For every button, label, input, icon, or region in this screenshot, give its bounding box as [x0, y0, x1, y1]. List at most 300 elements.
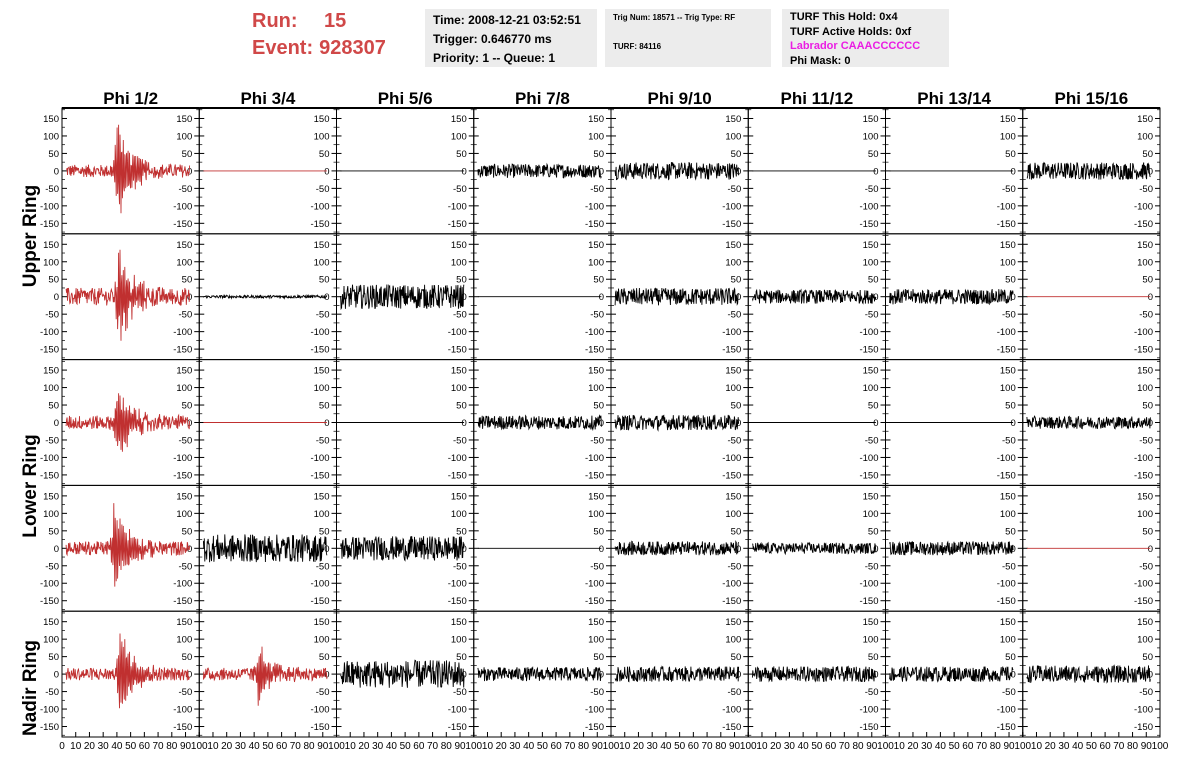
y-tick-label: 0: [324, 292, 330, 304]
x-tick-label: 100: [465, 741, 483, 752]
y-tick-label: 50: [48, 526, 59, 538]
x-tick-label: 80: [166, 741, 178, 752]
y-tick-label: 150: [176, 365, 193, 377]
y-tick-label: 100: [313, 383, 330, 395]
y-tick-label: 150: [313, 617, 330, 629]
waveform-trace: [66, 634, 193, 709]
y-tick-label: -50: [315, 183, 330, 195]
y-tick-label: 100: [176, 634, 193, 646]
x-tick-label: 30: [372, 741, 384, 752]
y-tick-label: 100: [588, 131, 604, 143]
y-tick-label: -100: [173, 327, 193, 339]
y-tick-label: -150: [173, 344, 193, 356]
x-tick-label: 30: [646, 741, 658, 752]
y-tick-label: 150: [450, 239, 467, 251]
y-tick-label: 0: [186, 166, 193, 178]
y-tick-label: 0: [1010, 418, 1016, 429]
column-title: Phi 15/16: [1054, 89, 1129, 108]
y-tick-label: -150: [722, 596, 742, 608]
y-tick-label: -150: [996, 722, 1016, 734]
y-tick-label: 150: [725, 617, 742, 629]
y-tick-label: 50: [318, 400, 330, 412]
x-tick-label: 70: [289, 741, 301, 752]
y-tick-label: 100: [862, 383, 879, 395]
waveform-trace: [1027, 416, 1151, 429]
y-tick-label: -100: [1133, 704, 1153, 716]
time-line: Time: 2008-12-21 03:52:51: [433, 13, 581, 27]
x-tick-label: 30: [509, 741, 521, 752]
y-tick-label: 0: [461, 543, 467, 555]
waveform-trace: [615, 666, 742, 681]
waveform-trace: [66, 393, 193, 452]
y-tick-label: 50: [181, 274, 193, 286]
x-tick-label: 10: [1030, 741, 1043, 752]
y-tick-label: 0: [461, 418, 467, 429]
y-tick-label: -150: [447, 218, 467, 230]
y-tick-label: -100: [996, 578, 1016, 590]
y-tick-label: 100: [862, 508, 879, 520]
y-tick-label: -100: [39, 578, 59, 590]
x-tick-label: 70: [1113, 741, 1125, 752]
y-tick-label: 100: [43, 257, 59, 269]
x-tick-label: 10: [70, 741, 82, 752]
y-tick-label: 0: [186, 292, 193, 304]
y-tick-label: 0: [324, 669, 330, 681]
y-tick-label: -150: [996, 218, 1016, 230]
x-tick-label: 80: [715, 741, 727, 752]
y-tick-label: 100: [999, 634, 1016, 646]
y-tick-label: 0: [53, 543, 59, 555]
x-tick-label: 30: [1058, 741, 1070, 752]
waveform-trace: [203, 534, 330, 562]
y-tick-label: 150: [176, 239, 193, 251]
y-tick-label: 50: [867, 526, 879, 538]
x-tick-label: 100: [328, 741, 345, 752]
y-tick-label: -150: [310, 344, 330, 356]
column-title: Phi 5/6: [377, 89, 433, 108]
y-tick-label: -100: [1133, 327, 1153, 339]
run-label: Run:: [252, 10, 298, 32]
waveform-trace: [478, 416, 602, 430]
y-tick-label: 50: [181, 526, 193, 538]
y-tick-label: 150: [588, 113, 604, 125]
y-tick-label: 0: [735, 418, 742, 429]
y-tick-label: 100: [1137, 508, 1153, 520]
y-tick-label: 0: [1010, 543, 1016, 555]
y-tick-label: -50: [453, 561, 467, 573]
y-tick-label: -50: [45, 687, 59, 699]
waveform-trace: [341, 660, 465, 688]
x-tick-label: 50: [811, 741, 823, 752]
y-tick-label: 50: [1142, 148, 1153, 160]
y-tick-label: -150: [39, 344, 59, 356]
y-tick-label: -50: [590, 183, 604, 195]
y-tick-label: 0: [324, 166, 330, 178]
y-tick-label: -100: [39, 327, 59, 339]
y-tick-label: 0: [1147, 669, 1153, 681]
y-tick-label: -50: [315, 687, 330, 699]
y-tick-label: -150: [173, 470, 193, 482]
y-tick-label: -100: [859, 327, 879, 339]
y-tick-label: -50: [590, 561, 604, 573]
x-tick-label: 100: [1014, 741, 1032, 752]
y-tick-label: 100: [862, 257, 879, 269]
y-tick-label: -50: [864, 309, 879, 321]
waveform-trace: [203, 647, 330, 706]
y-tick-label: 100: [725, 634, 742, 646]
y-tick-label: 150: [999, 365, 1016, 377]
y-tick-label: 0: [186, 418, 193, 429]
y-tick-label: 100: [725, 131, 742, 143]
waveform-trace: [66, 503, 193, 586]
y-tick-label: -100: [173, 578, 193, 590]
phi-mask-line: Phi Mask: 0: [790, 54, 851, 67]
priority-line: Priority: 1 -- Queue: 1: [433, 51, 556, 65]
y-tick-label: -100: [722, 452, 742, 464]
x-tick-label: 0: [59, 741, 65, 752]
y-tick-label: -100: [447, 452, 467, 464]
x-tick-label: 60: [413, 741, 425, 752]
y-tick-label: 0: [873, 418, 879, 429]
y-tick-label: -150: [859, 470, 879, 482]
y-tick-label: 50: [1005, 652, 1016, 664]
y-tick-label: 50: [318, 652, 330, 664]
y-tick-label: -50: [590, 309, 604, 321]
y-tick-label: 50: [1142, 526, 1153, 538]
y-tick-label: 0: [1147, 418, 1153, 429]
y-tick-label: 150: [999, 617, 1016, 629]
y-tick-label: 150: [725, 365, 742, 377]
y-tick-label: -50: [590, 435, 604, 447]
y-tick-label: -150: [859, 218, 879, 230]
y-tick-label: -100: [173, 704, 193, 716]
y-tick-label: -50: [727, 687, 742, 699]
y-tick-label: 150: [1137, 365, 1153, 377]
y-tick-label: 50: [730, 652, 742, 664]
column-title: Phi 13/14: [917, 89, 991, 108]
x-tick-label: 70: [152, 741, 164, 752]
y-tick-label: -150: [584, 596, 604, 608]
waveform-trace: [478, 667, 602, 681]
y-tick-label: 100: [999, 508, 1016, 520]
x-tick-label: 40: [111, 741, 123, 752]
y-tick-label: 150: [176, 617, 193, 629]
y-tick-label: 100: [313, 634, 330, 646]
event-label: Event:: [252, 37, 314, 59]
y-tick-label: -50: [453, 309, 467, 321]
x-tick-label: 10: [619, 741, 631, 752]
x-tick-label: 70: [701, 741, 713, 752]
y-tick-label: 150: [176, 491, 193, 503]
x-tick-label: 100: [739, 741, 757, 752]
y-tick-label: 100: [176, 131, 193, 143]
y-tick-label: -150: [859, 596, 879, 608]
y-tick-label: 100: [999, 131, 1016, 143]
x-tick-label: 40: [1072, 741, 1084, 752]
y-tick-label: -150: [584, 470, 604, 482]
x-tick-label: 80: [852, 741, 864, 752]
x-tick-label: 50: [948, 741, 960, 752]
y-tick-label: 100: [43, 383, 59, 395]
y-tick-label: 50: [318, 148, 330, 160]
y-tick-label: -50: [453, 183, 467, 195]
y-tick-label: -150: [39, 722, 59, 734]
y-tick-label: -150: [39, 218, 59, 230]
y-tick-label: 100: [313, 131, 330, 143]
y-tick-label: 100: [176, 383, 193, 395]
y-tick-label: -50: [315, 435, 330, 447]
y-tick-label: 50: [593, 652, 604, 664]
y-tick-label: 0: [873, 166, 879, 178]
y-tick-label: 50: [1142, 400, 1153, 412]
y-tick-label: -150: [173, 596, 193, 608]
y-tick-label: 100: [43, 508, 59, 520]
x-tick-label: 40: [385, 741, 397, 752]
y-tick-label: 150: [588, 491, 604, 503]
x-tick-label: 90: [1140, 741, 1152, 752]
x-tick-label: 90: [866, 741, 878, 752]
y-tick-label: -50: [315, 561, 330, 573]
y-tick-label: -100: [447, 578, 467, 590]
y-tick-label: 50: [867, 148, 879, 160]
y-tick-label: 150: [43, 365, 59, 377]
y-tick-label: 150: [43, 239, 59, 251]
y-tick-label: -50: [1002, 435, 1016, 447]
y-tick-label: -100: [310, 452, 330, 464]
x-tick-label: 40: [934, 741, 946, 752]
y-tick-label: 50: [1005, 274, 1016, 286]
waveform-trace: [66, 125, 193, 213]
y-tick-label: 50: [181, 400, 193, 412]
y-tick-label: -50: [178, 435, 193, 447]
y-tick-label: -150: [447, 722, 467, 734]
y-tick-label: -100: [996, 201, 1016, 213]
turf-hold-line: TURF This Hold: 0x4: [790, 11, 898, 23]
y-tick-label: 100: [725, 383, 742, 395]
y-tick-label: -100: [1133, 452, 1153, 464]
y-tick-label: -100: [722, 201, 742, 213]
x-tick-label: 60: [687, 741, 699, 752]
y-tick-label: -150: [310, 596, 330, 608]
y-tick-label: 100: [450, 257, 467, 269]
ring-label: Lower Ring: [20, 434, 41, 538]
y-tick-label: 0: [598, 292, 604, 304]
y-tick-label: 0: [735, 166, 742, 178]
y-tick-label: -100: [584, 201, 604, 213]
x-tick-label: 80: [989, 741, 1001, 752]
y-tick-label: -50: [1002, 309, 1016, 321]
waveform-trace: [752, 666, 879, 681]
y-tick-label: 100: [43, 131, 59, 143]
x-tick-label: 20: [770, 741, 782, 752]
y-tick-label: -50: [1002, 183, 1016, 195]
y-tick-label: -50: [864, 687, 879, 699]
x-tick-label: 10: [481, 741, 494, 752]
y-tick-label: 50: [48, 148, 59, 160]
y-tick-label: -50: [864, 183, 879, 195]
y-tick-label: -50: [45, 309, 59, 321]
y-tick-label: 0: [598, 669, 604, 681]
y-tick-label: 0: [53, 166, 59, 178]
y-tick-label: -100: [1133, 578, 1153, 590]
y-tick-label: 150: [862, 491, 879, 503]
column-title: Phi 7/8: [514, 89, 570, 108]
y-tick-label: 50: [318, 274, 330, 286]
y-tick-label: -50: [178, 183, 193, 195]
waveform-trace: [341, 536, 465, 560]
y-tick-label: 0: [53, 669, 59, 681]
y-tick-label: -100: [722, 704, 742, 716]
waveform-trace: [890, 541, 1014, 555]
y-tick-label: -150: [39, 470, 59, 482]
y-tick-label: 100: [450, 634, 467, 646]
y-tick-label: -50: [1139, 561, 1153, 573]
x-tick-label: 90: [591, 741, 603, 752]
y-tick-label: 50: [318, 526, 330, 538]
x-tick-label: 20: [495, 741, 507, 752]
y-tick-label: 150: [725, 491, 742, 503]
y-tick-label: 0: [598, 418, 604, 429]
y-tick-label: 100: [43, 634, 59, 646]
y-tick-label: 100: [862, 634, 879, 646]
y-tick-label: 0: [1010, 166, 1016, 178]
y-tick-label: -150: [447, 344, 467, 356]
y-tick-label: 150: [588, 239, 604, 251]
y-tick-label: -100: [584, 578, 604, 590]
x-tick-label: 10: [756, 741, 768, 752]
x-tick-label: 60: [962, 741, 974, 752]
y-tick-label: 50: [730, 274, 742, 286]
y-tick-label: -100: [722, 578, 742, 590]
y-tick-label: 50: [730, 400, 742, 412]
x-tick-label: 50: [1085, 741, 1097, 752]
y-tick-label: 150: [999, 239, 1016, 251]
y-tick-label: 0: [1147, 166, 1153, 178]
y-tick-label: 150: [313, 113, 330, 125]
y-tick-label: 50: [867, 652, 879, 664]
y-tick-label: -50: [590, 687, 604, 699]
y-tick-label: 150: [1137, 113, 1153, 125]
y-tick-label: -150: [584, 218, 604, 230]
y-tick-label: -100: [584, 704, 604, 716]
x-tick-label: 50: [674, 741, 686, 752]
y-tick-label: -100: [39, 452, 59, 464]
x-tick-label: 90: [317, 741, 329, 752]
y-tick-label: -150: [310, 722, 330, 734]
y-tick-label: -100: [996, 327, 1016, 339]
y-tick-label: 100: [176, 508, 193, 520]
y-tick-label: 150: [1137, 491, 1153, 503]
waveform-trace: [615, 415, 742, 430]
y-tick-label: 150: [450, 365, 467, 377]
x-tick-label: 90: [179, 741, 192, 752]
y-tick-label: -50: [178, 561, 193, 573]
y-tick-label: 50: [593, 526, 604, 538]
waveform-trace: [203, 295, 327, 298]
waveform-trace: [615, 162, 742, 179]
y-tick-label: 100: [725, 508, 742, 520]
turf-active-line: TURF Active Holds: 0xf: [790, 25, 912, 38]
x-tick-label: 60: [550, 741, 562, 752]
waveform-trace: [615, 541, 742, 555]
trigger-line: Trigger: 0.646770 ms: [433, 32, 552, 46]
x-tick-label: 100: [602, 741, 620, 752]
y-tick-label: 150: [862, 365, 879, 377]
y-tick-label: 150: [450, 617, 467, 629]
y-tick-label: 100: [450, 131, 467, 143]
y-tick-label: -100: [447, 704, 467, 716]
y-tick-label: 100: [313, 257, 330, 269]
y-tick-label: 50: [181, 652, 193, 664]
trig-num-line: Trig Num: 18571 -- Trig Type: RF: [613, 13, 736, 22]
waveform-trace: [615, 288, 742, 305]
y-tick-label: -50: [45, 561, 59, 573]
y-tick-label: 50: [1005, 148, 1016, 160]
y-tick-label: -50: [453, 435, 467, 447]
y-tick-label: 150: [313, 491, 330, 503]
y-tick-label: -50: [453, 687, 467, 699]
y-tick-label: -150: [722, 722, 742, 734]
y-tick-label: 150: [588, 617, 604, 629]
y-tick-label: 0: [735, 292, 742, 304]
y-tick-label: 100: [588, 383, 604, 395]
x-tick-label: 60: [276, 741, 288, 752]
y-tick-label: -100: [996, 452, 1016, 464]
x-tick-label: 80: [440, 741, 452, 752]
y-tick-label: 50: [867, 400, 879, 412]
y-tick-label: 50: [456, 400, 467, 412]
x-tick-label: 50: [262, 741, 274, 752]
y-tick-label: 0: [735, 543, 742, 555]
x-tick-label: 30: [921, 741, 933, 752]
y-tick-label: -100: [722, 327, 742, 339]
y-tick-label: 100: [1137, 257, 1153, 269]
x-tick-label: 60: [1099, 741, 1111, 752]
x-tick-label: 50: [536, 741, 548, 752]
waveform-trace: [890, 289, 1014, 304]
y-tick-label: -50: [1139, 435, 1153, 447]
y-tick-label: -100: [584, 452, 604, 464]
y-tick-label: 150: [862, 617, 879, 629]
x-tick-label: 30: [234, 741, 246, 752]
y-tick-label: -100: [859, 578, 879, 590]
y-tick-label: -150: [447, 596, 467, 608]
y-tick-label: 50: [593, 400, 604, 412]
y-tick-label: 50: [593, 274, 604, 286]
x-tick-label: 80: [303, 741, 315, 752]
y-tick-label: 0: [873, 669, 879, 681]
x-tick-label: 70: [838, 741, 850, 752]
y-tick-label: 100: [176, 257, 193, 269]
x-tick-label: 20: [358, 741, 370, 752]
y-tick-label: 0: [186, 669, 193, 681]
y-tick-label: 150: [43, 113, 59, 125]
y-tick-label: 150: [450, 491, 467, 503]
y-tick-label: -150: [996, 344, 1016, 356]
y-tick-label: -150: [584, 722, 604, 734]
y-tick-label: 100: [1137, 383, 1153, 395]
y-tick-label: 150: [176, 113, 193, 125]
y-tick-label: -100: [39, 704, 59, 716]
y-tick-label: 150: [1137, 617, 1153, 629]
waveform-trace: [478, 164, 602, 178]
x-tick-label: 70: [564, 741, 576, 752]
waveform-trace: [1027, 163, 1151, 180]
y-tick-label: -100: [859, 704, 879, 716]
y-tick-label: 0: [1147, 543, 1153, 555]
y-tick-label: 0: [873, 543, 879, 555]
y-tick-label: -50: [864, 435, 879, 447]
